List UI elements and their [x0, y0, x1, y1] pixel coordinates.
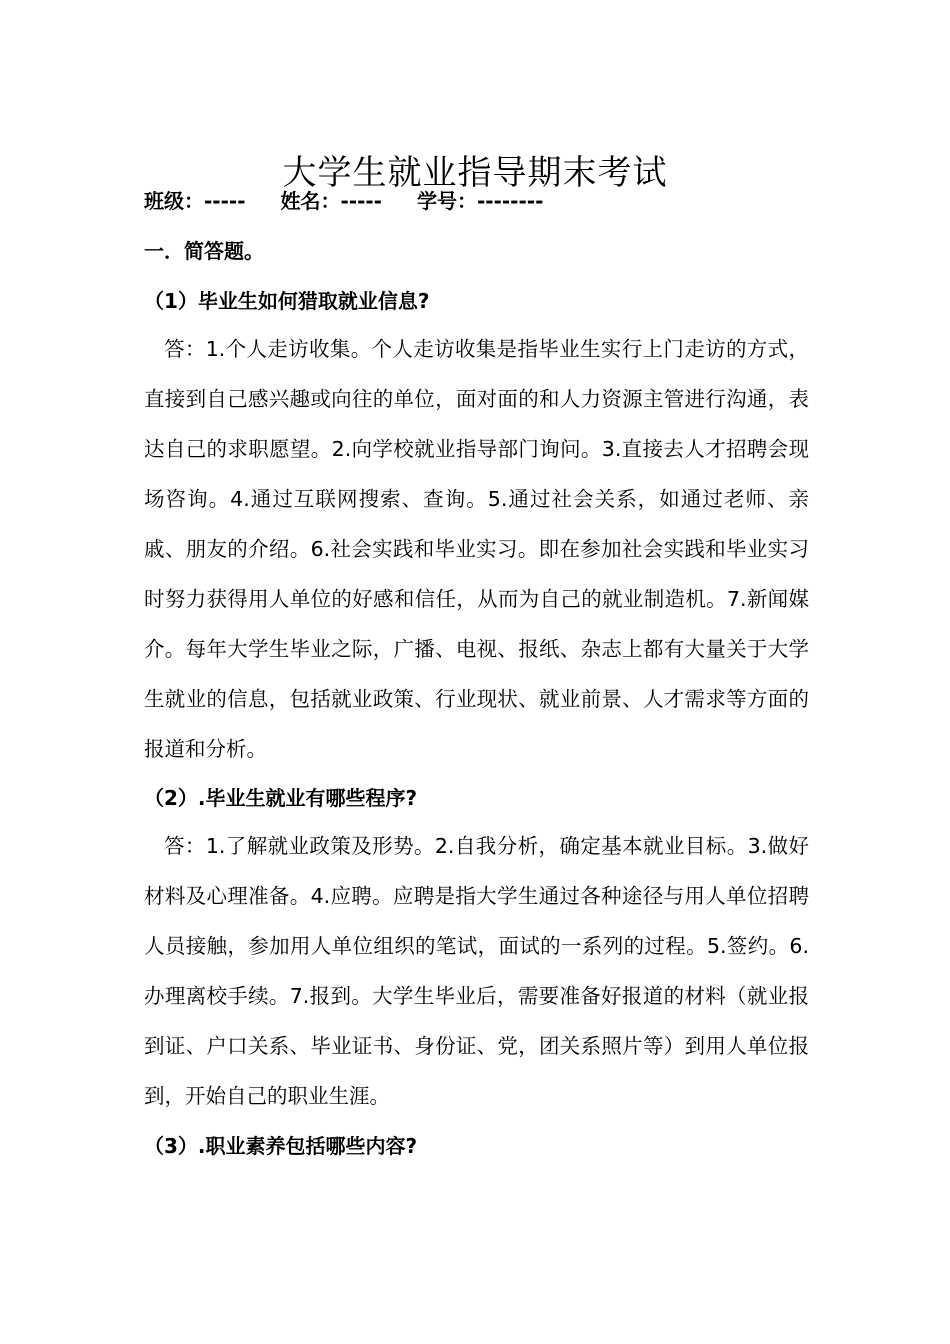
question-2: （2）.毕业生就业有哪些程序?: [144, 786, 418, 810]
answer-2: 答：1.了解就业政策及形势。2.自我分析，确定基本就业目标。3.做好材料及心理准备。4.应聘。应聘是指大学生通过各种途径与用人单位招聘人员接触，参加用人单位组织的笔试，面试的一系列的过程。5.签约。6.办理离校手续。7.报到。大学生毕业后，需要准备好报道的材料（就业报到证、户口关系、毕业证书、身份证、党，团关系照片等）到用人单位报到，开始自己的职业生涯。: [144, 834, 809, 1108]
class-field: 班级：-----: [144, 189, 246, 213]
answer-1: 答：1.个人走访收集。个人走访收集是指毕业生实行上门走访的方式，直接到自己感兴趣或向往的单位，面对面的和人力资源主管进行沟通，表达自己的求职愿望。2.向学校就业指导部门询问。3.直接去人才招聘会现场咨询。4.通过互联网搜索、查询。5.通过社会关系，如通过老师、亲戚、朋友的介绍。6.社会实践和毕业实习。即在参加社会实践和毕业实习时努力获得用人单位的好感和信任，从而为自己的就业制造机。7.新闻媒介。每年大学生毕业之际，广播、电视、报纸、杂志上都有大量关于大学生就业的信息，包括就业政策、行业现状、就业前景、人才需求等方面的报道和分析。: [144, 337, 809, 761]
student-info-row: [144, 184, 571, 218]
question-3: （3）.职业素养包括哪些内容?: [144, 1134, 418, 1158]
section-heading: 一．简答题。: [144, 239, 264, 263]
name-field: 姓名：-----: [280, 189, 382, 213]
document-title: 大学生就业指导期末考试: [282, 152, 668, 193]
question-1: （1）毕业生如何猎取就业信息?: [144, 289, 430, 313]
student-id-field: 学号：--------: [416, 189, 544, 213]
